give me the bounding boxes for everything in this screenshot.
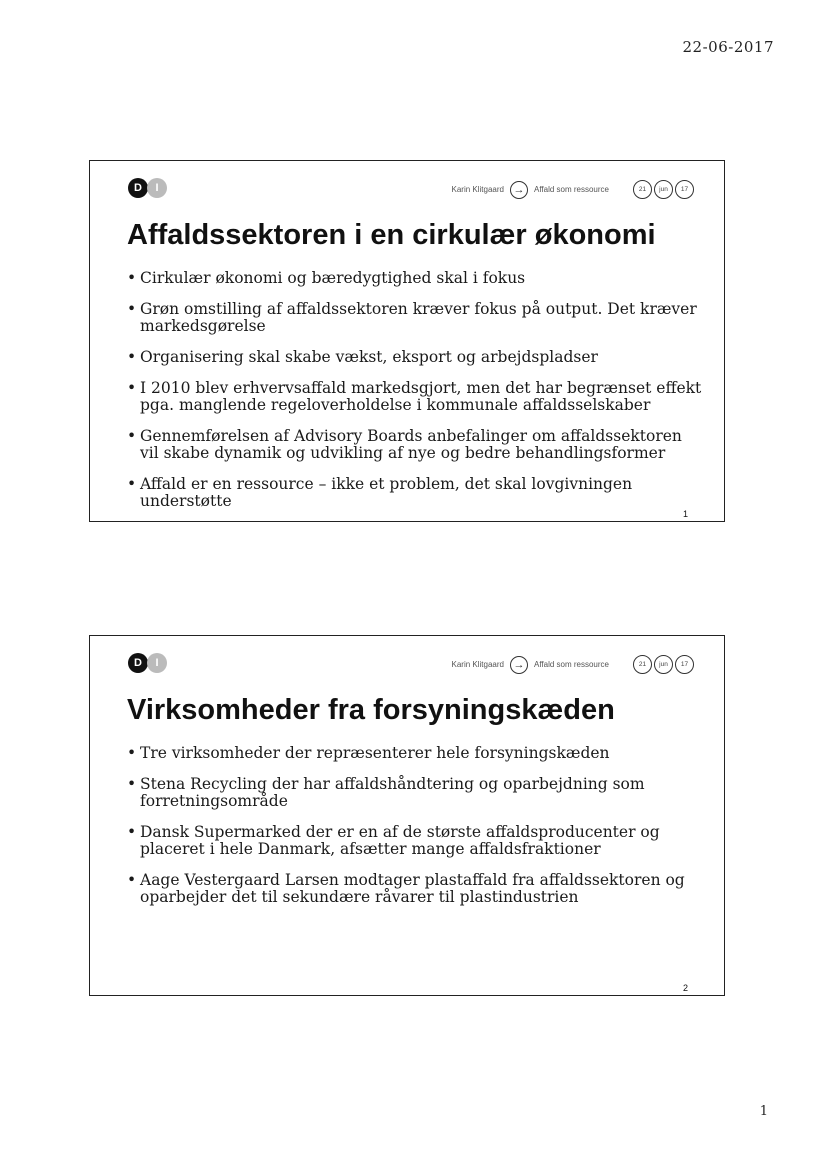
bullet-item: • Tre virksomheder der repræsenterer hele forsyningskæden xyxy=(127,745,704,762)
date-circles xyxy=(631,180,694,199)
presenter-name: Karin Klitgaard xyxy=(451,185,504,194)
di-logo xyxy=(128,178,167,198)
page-date: 22-06-2017 xyxy=(682,38,774,56)
slide-title: Affaldssektoren i en cirkulær økonomi xyxy=(127,219,656,251)
bullet-list xyxy=(127,270,704,524)
page-number: 1 xyxy=(759,1104,768,1119)
date-month: jun xyxy=(654,655,673,674)
date-year: 17 xyxy=(675,655,694,674)
bullet-item: • Aage Vestergaard Larsen modtager plastaffald fra affaldssektoren og oparbejder det til sekundære råvarer til plastindustrien xyxy=(127,872,704,906)
slide-number: 2 xyxy=(682,983,688,993)
slide-number: 1 xyxy=(682,509,688,519)
arrow-right-icon: → xyxy=(510,181,528,199)
arrow-right-icon: → xyxy=(510,656,528,674)
bullet-item: • Gennemførelsen af Advisory Boards anbefalinger om affaldssektoren vil skabe dynamik og udvikling af nye og bedre behandlingsformer xyxy=(127,428,704,462)
logo-d: D xyxy=(128,178,148,198)
bullet-list xyxy=(127,745,704,920)
di-logo xyxy=(128,653,167,673)
slide-header-meta xyxy=(452,180,694,199)
bullet-item: • Stena Recycling der har affaldshåndtering og oparbejdning som forretningsområde xyxy=(127,776,704,810)
date-year: 17 xyxy=(675,180,694,199)
date-day: 21 xyxy=(633,655,652,674)
slide-2 xyxy=(89,635,725,996)
slide-1 xyxy=(89,160,725,522)
bullet-item: • Cirkulær økonomi og bæredygtighed skal i fokus xyxy=(127,270,704,287)
date-day: 21 xyxy=(633,180,652,199)
bullet-item: • I 2010 blev erhvervsaffald markedsgjort, men det har begrænset effekt pga. manglende regeloverholdelse i kommunale affaldsselskaber xyxy=(127,380,704,414)
date-circles xyxy=(631,655,694,674)
slide-header-meta xyxy=(452,655,694,674)
bullet-item: • Organisering skal skabe vækst, eksport og arbejdspladser xyxy=(127,349,704,366)
presenter-name: Karin Klitgaard xyxy=(451,660,504,669)
date-month: jun xyxy=(654,180,673,199)
logo-d: D xyxy=(128,653,148,673)
presentation-topic: Affald som ressource xyxy=(534,660,609,669)
bullet-item: • Affald er en ressource – ikke et problem, det skal lovgivningen understøtte xyxy=(127,476,704,510)
logo-i: I xyxy=(147,653,167,673)
bullet-item: • Grøn omstilling af affaldssektoren kræver fokus på output. Det kræver markedsgørelse xyxy=(127,301,704,335)
presentation-topic: Affald som ressource xyxy=(534,185,609,194)
slide-title: Virksomheder fra forsyningskæden xyxy=(127,694,615,726)
logo-i: I xyxy=(147,178,167,198)
bullet-item: • Dansk Supermarked der er en af de største affaldsproducenter og placeret i hele Danmark, afsætter mange affaldsfraktioner xyxy=(127,824,704,858)
